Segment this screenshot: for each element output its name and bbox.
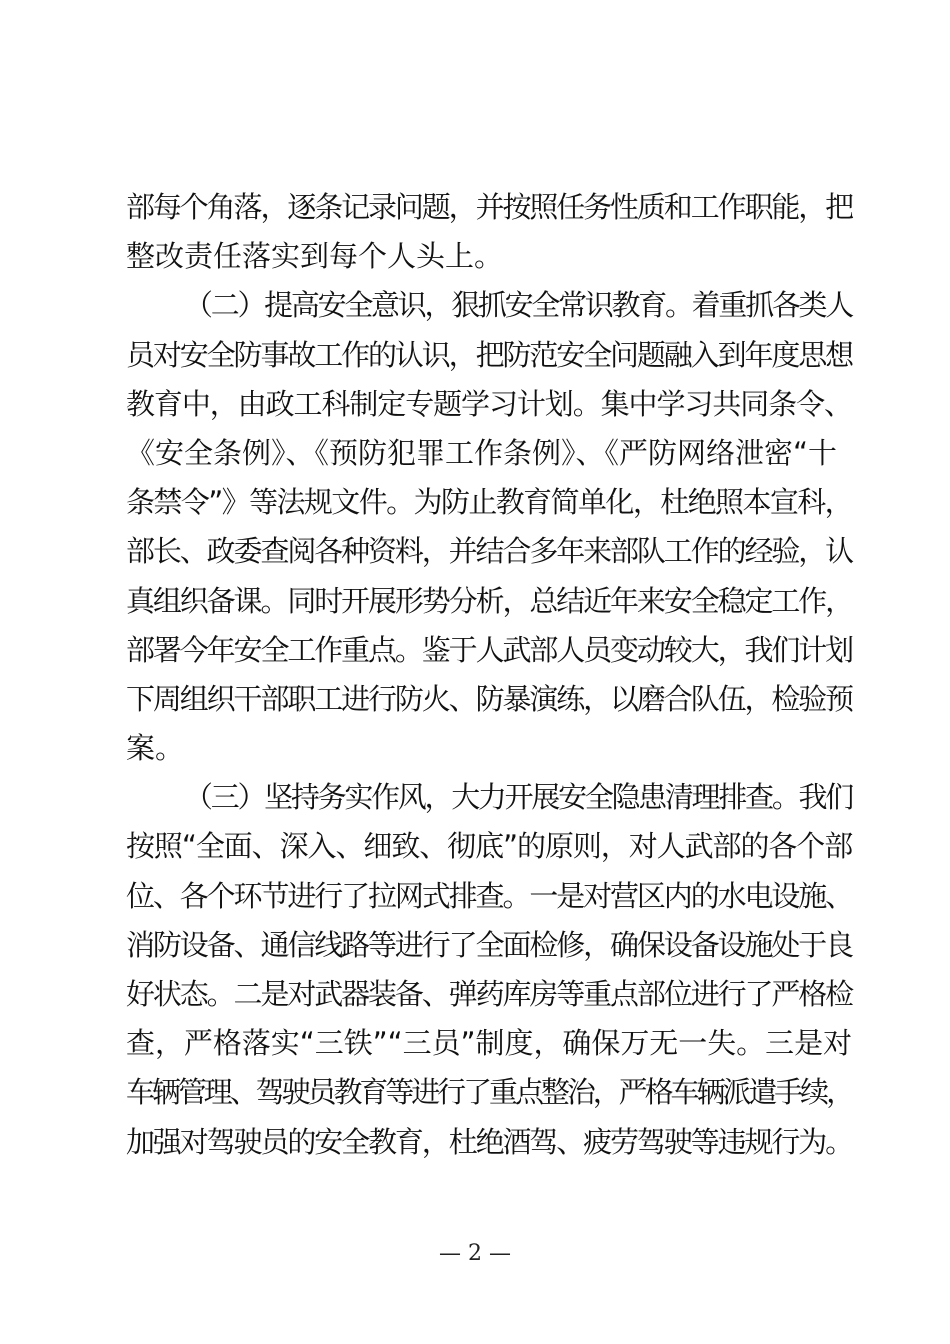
paragraph-continuation [126, 183, 853, 281]
text-line: 好状态。二是对武器装备、弹药库房等重点部位进行了严格检 [126, 977, 853, 1011]
text-line: 位、各个环节进行了拉网式排查。一是对营区内的水电设施、 [126, 878, 853, 913]
text-line: 按照“全面、深入、细致、彻底”的原则，对人武部的各个部 [126, 829, 853, 864]
text-line: 车辆管理、驾驶员教育等进行了重点整治，严格车辆派遣手续， [126, 1075, 853, 1110]
text-line: （三）坚持务实作风，大力开展安全隐患清理排查。我们 [184, 780, 853, 815]
text-line: 整改责任落实到每个人头上。 [126, 239, 504, 274]
text-line: 下周组织干部职工进行防火、防暴演练，以磨合队伍，检验预 [126, 681, 853, 716]
text-line: 真组织备课。同时开展形势分析，总结近年来安全稳定工作， [126, 583, 853, 618]
text-line: 条禁令”》等法规文件。为防止教育简单化，杜绝照本宣科， [126, 485, 853, 520]
text-line: 加强对驾驶员的安全教育，杜绝酒驾、疲劳驾驶等违规行为。 [126, 1124, 853, 1159]
text-line: 部长、政委查阅各种资料，并结合多年来部队工作的经验，认 [126, 534, 853, 569]
text-line: 《安全条例》、《预防犯罪工作条例》、《严防网络泄密“十 [126, 435, 838, 470]
page-number: — 2 — [439, 1241, 511, 1266]
text-line: 案。 [126, 731, 185, 766]
text-line: 部每个角落，逐条记录问题，并按照任务性质和工作职能，把 [126, 190, 853, 224]
text-line: 查，严格落实“三铁”“三员”制度，确保万无一失。三是对 [126, 1026, 853, 1061]
text-line: 部署今年安全工作重点。鉴于人武部人员变动较大，我们计划 [126, 632, 853, 667]
paragraph-section-three [126, 773, 853, 1167]
text-line: （二）提高安全意识，狠抓安全常识教育。着重抓各类人 [184, 288, 853, 323]
document-body [126, 183, 853, 1167]
paragraph-section-two [126, 281, 853, 773]
text-line: 教育中，由政工科制定专题学习计划。集中学习共同条令、 [126, 386, 852, 421]
text-line: 消防设备、通信线路等进行了全面检修，确保设备设施处于良 [126, 927, 853, 962]
text-line: 员对安全防事故工作的认识，把防范安全问题融入到年度思想 [126, 337, 853, 372]
